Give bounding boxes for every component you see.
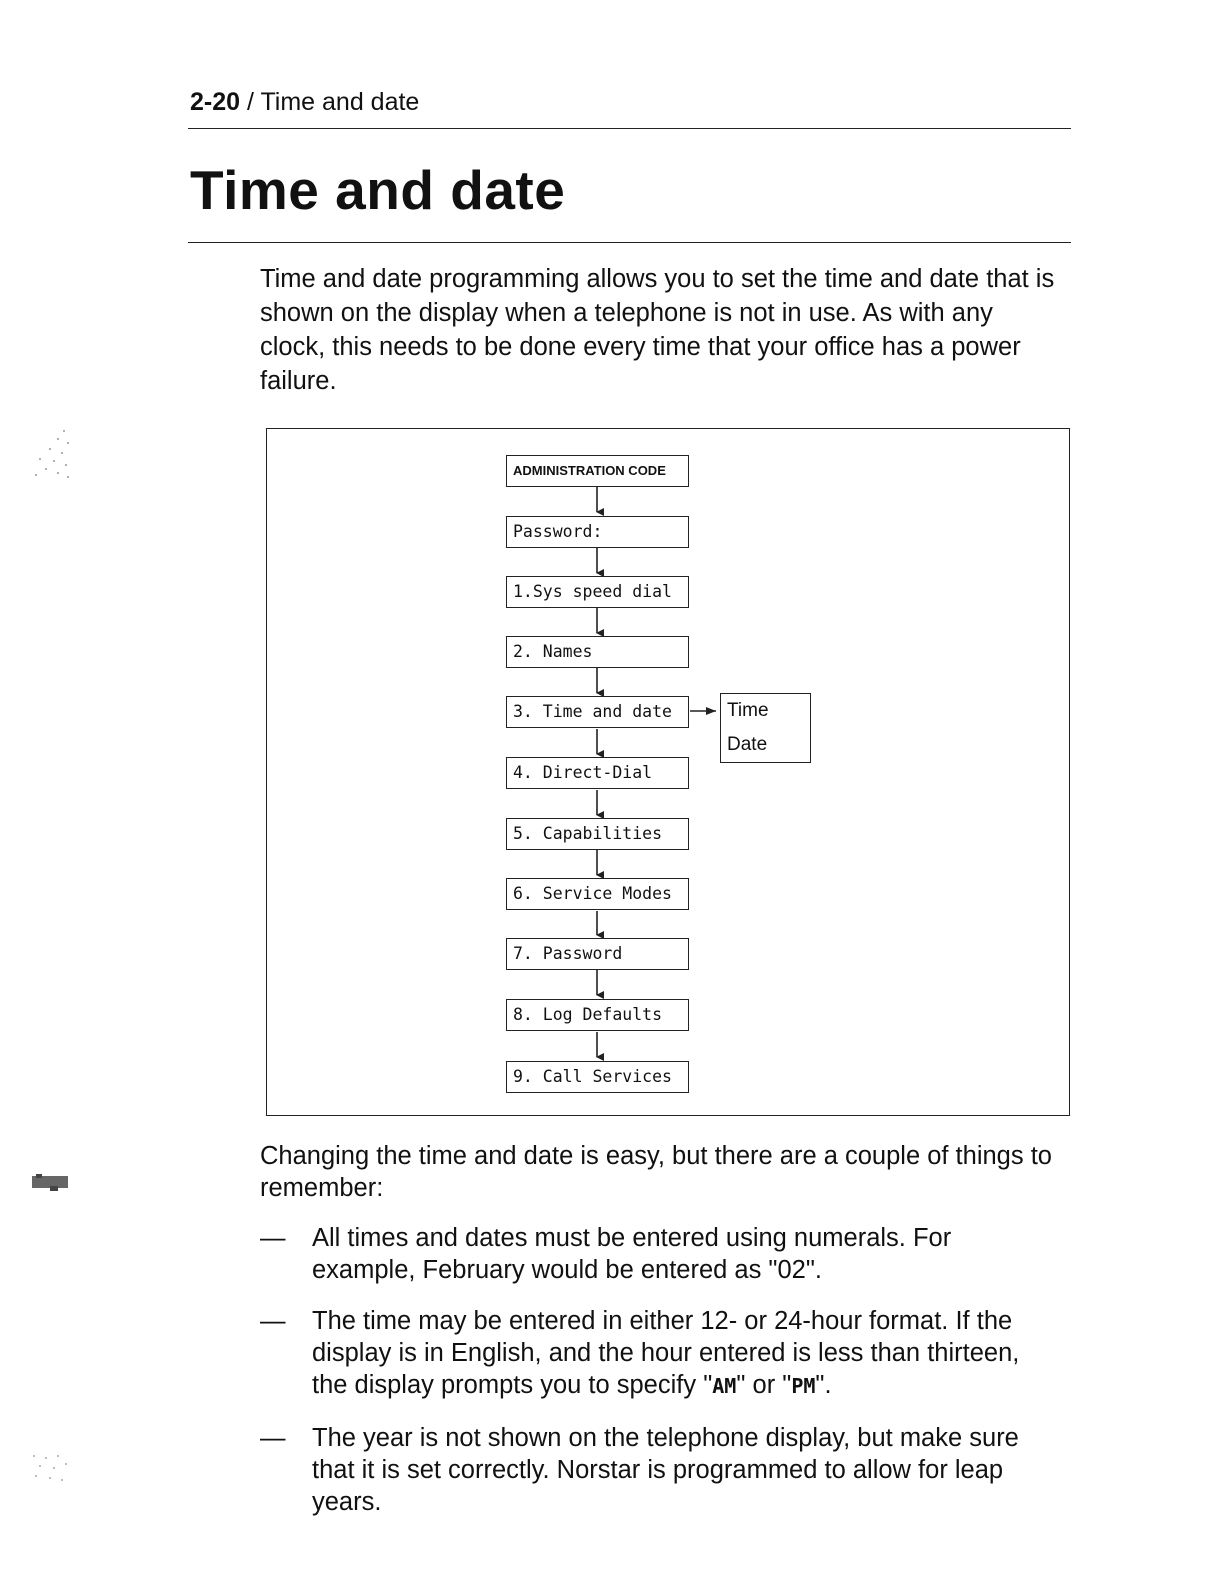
bullet-text-main: The time may be entered in either 12- or 24-hour format. If the display is in English, and the hour entered is less than thirteen, the display prompts you to specify — [312, 1307, 1020, 1399]
page-title: Time and date — [190, 159, 566, 221]
intro-paragraph: Time and date programming allows you to set the time and date that is shown on the display when a telephone is not in use. As with any clock, this needs to be done every time that your office has a power failure. — [260, 265, 1055, 395]
step-direct-dial: 4. Direct-Dial — [506, 757, 689, 789]
am-label: AM — [712, 1374, 737, 1398]
bullet-text — [312, 1305, 1042, 1402]
step-password: 7. Password — [506, 938, 689, 970]
step-service-modes: 6. Service Modes — [506, 878, 689, 910]
scan-noise — [28, 425, 78, 485]
step-names: 2. Names — [506, 636, 689, 668]
time-date-submenu — [720, 693, 811, 763]
step-call-services: 9. Call Services — [506, 1061, 689, 1093]
period: . — [824, 1371, 832, 1399]
scan-noise — [28, 1450, 72, 1490]
bullet-dash: — — [260, 1424, 286, 1452]
or-text: or — [745, 1371, 783, 1399]
step-sys-speed-dial: 1.Sys speed dial — [506, 576, 689, 608]
pm-label: PM — [791, 1374, 816, 1398]
step-log-defaults: 8. Log Defaults — [506, 999, 689, 1031]
header-section: Time and date — [260, 88, 420, 116]
quote-mark: " — [703, 1371, 713, 1399]
step-time-and-date: 3. Time and date — [506, 696, 689, 728]
submenu-date: Date — [727, 734, 768, 755]
body-paragraph: Changing the time and date is easy, but there are a couple of things to remember: — [260, 1142, 1052, 1202]
step-capabilities: 5. Capabilities — [506, 818, 689, 850]
submenu-time: Time — [727, 700, 769, 721]
header-separator: / — [240, 88, 261, 116]
page-number: 2-20 — [190, 88, 241, 116]
bullet-text: The year is not shown on the telephone display, but make sure that it is set correctly. Norstar is programmed to allow for leap years. — [312, 1424, 1019, 1516]
step-password-prompt: Password: — [506, 516, 689, 548]
quote-mark: " — [815, 1371, 825, 1399]
quote-mark: " — [736, 1371, 746, 1399]
bullet-dash: — — [260, 1224, 286, 1252]
scan-noise — [30, 1172, 72, 1194]
bullet-text: All times and dates must be entered using numerals. For example, February would be entered as "02". — [312, 1224, 952, 1284]
quote-mark: " — [782, 1371, 792, 1399]
bullet-dash: — — [260, 1307, 286, 1335]
step-administration-code: ADMINISTRATION CODE — [506, 455, 689, 487]
